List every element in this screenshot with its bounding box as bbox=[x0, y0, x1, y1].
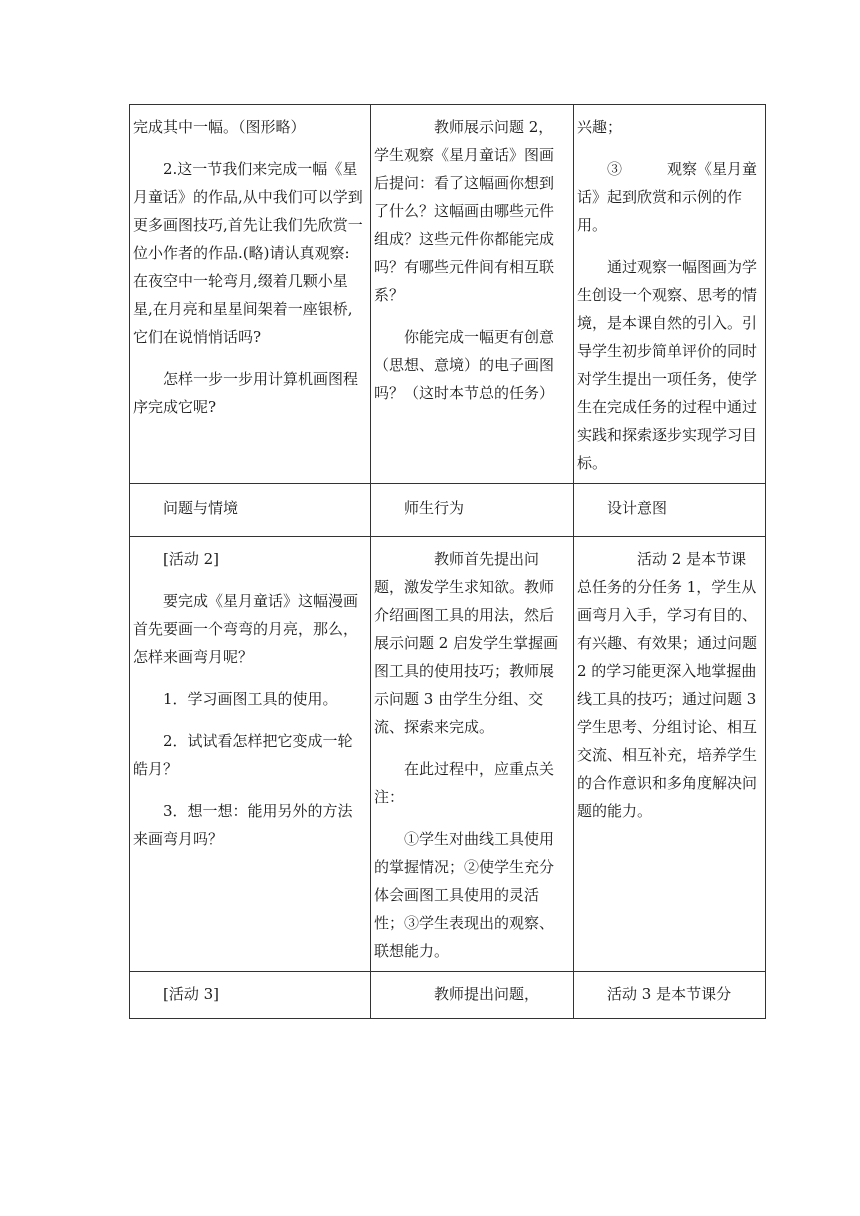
paragraph: 1．学习画图工具的使用。 bbox=[163, 690, 338, 708]
header-teacher-student-actions: 师生行为 bbox=[371, 484, 574, 537]
paragraph: 在此过程中，应重点关注： bbox=[374, 760, 555, 806]
paragraph: 教师首先提出问题，激发学生求知欲。教师介绍画图工具的用法，然后展示问题 2 启发学生掌握画图工具的使用技巧；教师展示问题 3 由学生分组、交流、探索来完成。 bbox=[374, 550, 559, 736]
paragraph: 兴趣； bbox=[577, 118, 623, 136]
table-row bbox=[130, 972, 766, 1019]
paragraph: 活动 3 是本节课分 bbox=[607, 985, 732, 1003]
cell-design-intent bbox=[574, 972, 766, 1019]
paragraph: 2．试试看怎样把它变成一轮皓月？ bbox=[133, 732, 353, 778]
paragraph: 教师展示问题 2，学生观察《星月童话》图画后提问：看了这幅画你想到了什么？这幅画由哪些元件组成？这些元件你都能完成吗？有哪些元件间有相互联系？ bbox=[374, 118, 555, 304]
table-row bbox=[130, 105, 766, 484]
paragraph: 你能完成一幅更有创意（思想、意境）的电子画图吗？（这时本节总的任务） bbox=[374, 328, 555, 402]
table-header-row bbox=[130, 484, 766, 537]
paragraph: 教师提出问题， bbox=[434, 985, 540, 1003]
paragraph: 怎样一步一步用计算机画图程序完成它呢? bbox=[133, 370, 359, 416]
cell-design-intent bbox=[574, 537, 766, 972]
paragraph: 完成其中一幅。（图形略） bbox=[133, 118, 306, 136]
paragraph: 活动 2 是本节课总任务的分任务 1，学生从画弯月入手，学习有目的、有兴趣、有效果；通过问题 2 的学习能更深入地掌握曲线工具的技巧；通过问题 3 学生思考、分组讨论、相互交流、相互补充，培养学生的合作意识和多角度解决问题的能力。 bbox=[577, 550, 758, 820]
paragraph: ③ 观察《星月童话》起到欣赏和示例的作用。 bbox=[577, 160, 758, 234]
paragraph: 通过观察一幅图画为学生创设一个观察、思考的情境，是本课自然的引入。引导学生初步简单评价的同时对学生提出一项任务，使学生在完成任务的过程中通过实践和探索逐步实现学习目标。 bbox=[577, 258, 758, 472]
cell-teacher-student-actions bbox=[371, 972, 574, 1019]
header-problem-situation: 问题与情境 bbox=[130, 484, 371, 537]
cell-teacher-student-actions bbox=[371, 537, 574, 972]
lesson-plan-table bbox=[129, 104, 766, 1019]
paragraph: [活动 3] bbox=[163, 985, 220, 1003]
paragraph: ①学生对曲线工具使用的掌握情况；②使学生充分体会画图工具使用的灵活性；③学生表现出的观察、联想能力。 bbox=[374, 830, 555, 960]
paragraph: 要完成《星月童话》这幅漫画首先要画一个弯弯的月亮，那么，怎样来画弯月呢？ bbox=[133, 592, 359, 666]
table-row bbox=[130, 537, 766, 972]
paragraph: 3．想一想：能用另外的方法来画弯月吗？ bbox=[133, 802, 353, 848]
cell-problem-situation bbox=[130, 537, 371, 972]
cell-problem-situation bbox=[130, 972, 371, 1019]
paragraph: 2.这一节我们来完成一幅《星月童话》的作品,从中我们可以学到更多画图技巧,首先让我们先欣赏一位小作者的作品.(略)请认真观察:在夜空中一轮弯月,缀着几颗小星星,在月亮和星星间架着一座银桥,它们在说悄悄话吗? bbox=[133, 160, 363, 346]
cell-teacher-student-actions bbox=[371, 105, 574, 484]
header-design-intent: 设计意图 bbox=[574, 484, 766, 537]
cell-problem-situation bbox=[130, 105, 371, 484]
paragraph: [活动 2] bbox=[163, 550, 220, 568]
cell-design-intent bbox=[574, 105, 766, 484]
